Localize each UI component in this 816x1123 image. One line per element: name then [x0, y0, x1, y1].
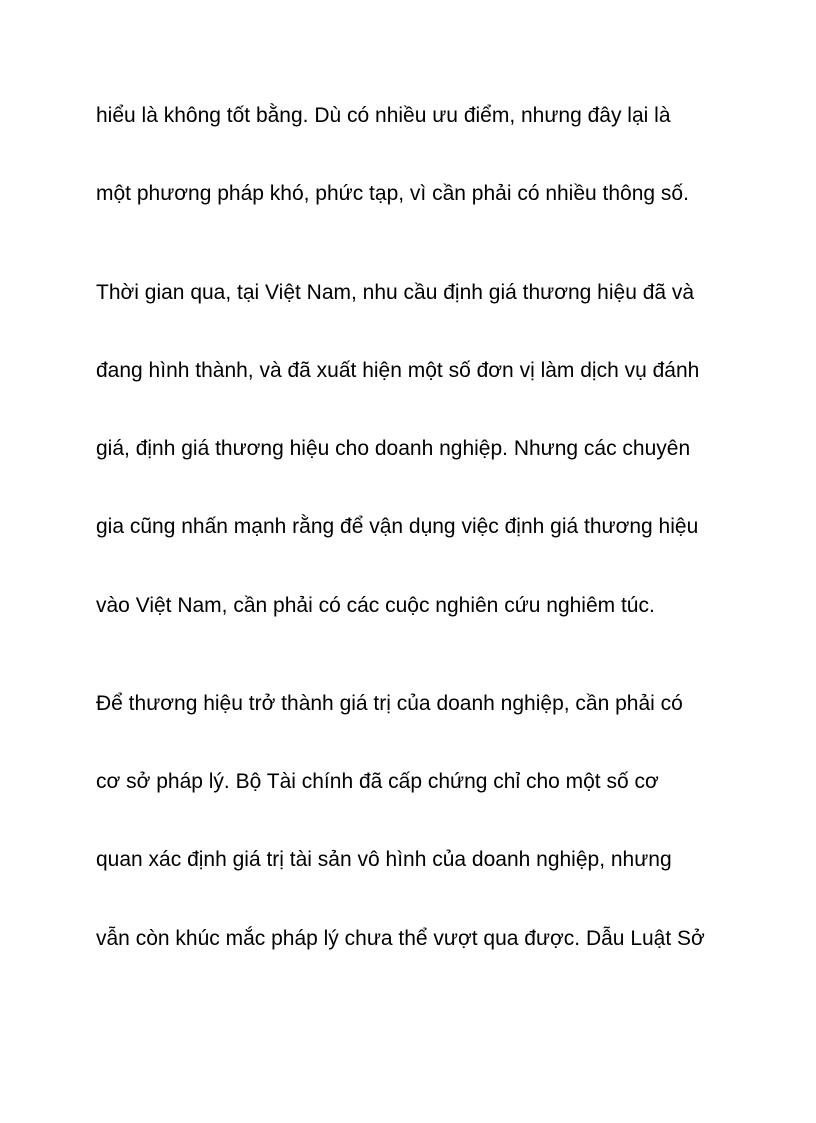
text-line: đang hình thành, và đã xuất hiện một số đơn vị làm dịch vụ đánh: [96, 359, 700, 382]
text-line: vào Việt Nam, cần phải có các cuộc nghiên cứu nghiêm túc.: [96, 594, 655, 617]
text-line: giá, định giá thương hiệu cho doanh nghiệp. Nhưng các chuyên: [96, 437, 691, 460]
text-line: gia cũng nhấn mạnh rằng để vận dụng việc định giá thương hiệu: [96, 515, 699, 538]
text-line: Để thương hiệu trở thành giá trị của doanh nghiệp, cần phải có: [96, 692, 683, 715]
text-line: Thời gian qua, tại Việt Nam, nhu cầu định giá thương hiệu đã và: [96, 281, 695, 304]
text-line: vẫn còn khúc mắc pháp lý chưa thể vượt qua được. Dẫu Luật Sở: [96, 927, 705, 950]
text-line: hiểu là không tốt bằng. Dù có nhiều ưu điểm, nhưng đây lại là: [96, 104, 671, 127]
text-line: cơ sở pháp lý. Bộ Tài chính đã cấp chứng chỉ cho một số cơ: [96, 770, 659, 793]
text-line: một phương pháp khó, phức tạp, vì cần phải có nhiều thông số.: [96, 182, 689, 205]
text-line: quan xác định giá trị tài sản vô hình của doanh nghiệp, nhưng: [96, 848, 672, 871]
